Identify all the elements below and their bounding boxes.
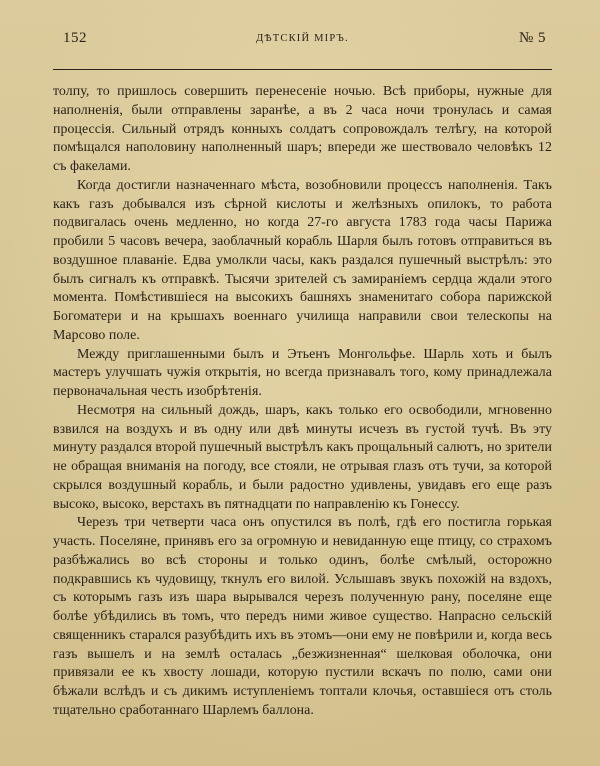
issue-number: № 5 [518,30,546,46]
page-header [53,24,552,46]
paragraph: толпу, то пришлось совершить перенесеніе ночью. Всѣ приборы, нужные для наполненія, были отправлены заранѣе, а въ 2 часа ночи тронулась и самая процессія. Сильный отрядъ конныхъ солдатъ сопровождалъ телѣгу, на которой помѣщался наполовину наполненный шаръ; впереди же шествовало человѣкъ 12 съ факелами. [53,84,552,174]
body-text [53,83,552,721]
paragraph: Черезъ три четверти часа онъ опустился въ полѣ, гдѣ его постигла горькая участь. Поселяне, принявъ его за огромную и невиданную еще птицу, со страхомъ разбѣжались во всѣ стороны и только одинъ, болѣе смѣлый, осторожно подкравшись къ чудовищу, ткнулъ его вилой. Услышавъ звукъ похожій на вздохъ, съ которымъ газъ изъ шара вырывался черезъ полученную рану, поселяне еще болѣе убѣдились въ томъ, что передъ ними живое существо. Напрасно сельскій священникъ старался разубѣдить ихъ въ этомъ—они ему не повѣрили и, когда весь газъ вышелъ и на землѣ осталась „безжизненная“ шелковая оболочка, они привязали ее къ хвосту лошади, которую пустили вскачъ по полю, сами они бѣжали вслѣдъ и съ дикимъ иступленіемъ топтали клочья, оставшіеся отъ столь тщательно сработаннаго Шарлемъ баллона. [53,515,552,718]
paragraph: Когда достигли назначеннаго мѣста, возобновили процессъ наполненія. Такъ какъ газъ добывался изъ сѣрной кислоты и желѣзныхъ опилокъ, то работа подвигалась очень медленно, но когда 27-го августа 1783 года часы Парижа пробили 5 часовъ вечера, заоблачный корабль Шарля былъ готовъ отправиться въ воздушное плаваніе. Едва умолкли часы, какъ раздался пушечный выстрѣлъ: это былъ сигналъ къ отправкѣ. Тысячи зрителей съ замираніемъ сердца ждали этого момента. Помѣстившіеся на высокихъ башняхъ знаменитаго собора парижской Богоматери и на крышахъ военнаго училища направили свои телескопы на Марсово поле. [53,177,552,343]
paragraph: Несмотря на сильный дождь, шаръ, какъ только его освободили, мгновенно взвился на воздухъ и въ одну или двѣ минуты исчезъ въ густой тучѣ. Въ эту минуту раздался второй пушечный выстрѣлъ какъ прощальный салютъ, но зрители не обращая вниманія на погоду, все стояли, не отрывая глазъ отъ тучи, за которой скрылся воздушный корабль, и были радостно удивлены, увидавъ его еще разъ высоко, высоко, верстахъ въ пятнадцати по направленію къ Гонессу. [53,402,552,512]
running-title: ДѢТСКІЙ МІРЪ. [256,33,349,44]
page-number: 152 [63,30,87,46]
header-rule [53,69,552,70]
paragraph: Между приглашенными былъ и Этьенъ Монгольфье. Шарль хоть и былъ мастеръ улучшать чужія открытія, но всегда признавалъ того, кому принадлежала первоначальная честь изобрѣтенія. [53,346,552,399]
